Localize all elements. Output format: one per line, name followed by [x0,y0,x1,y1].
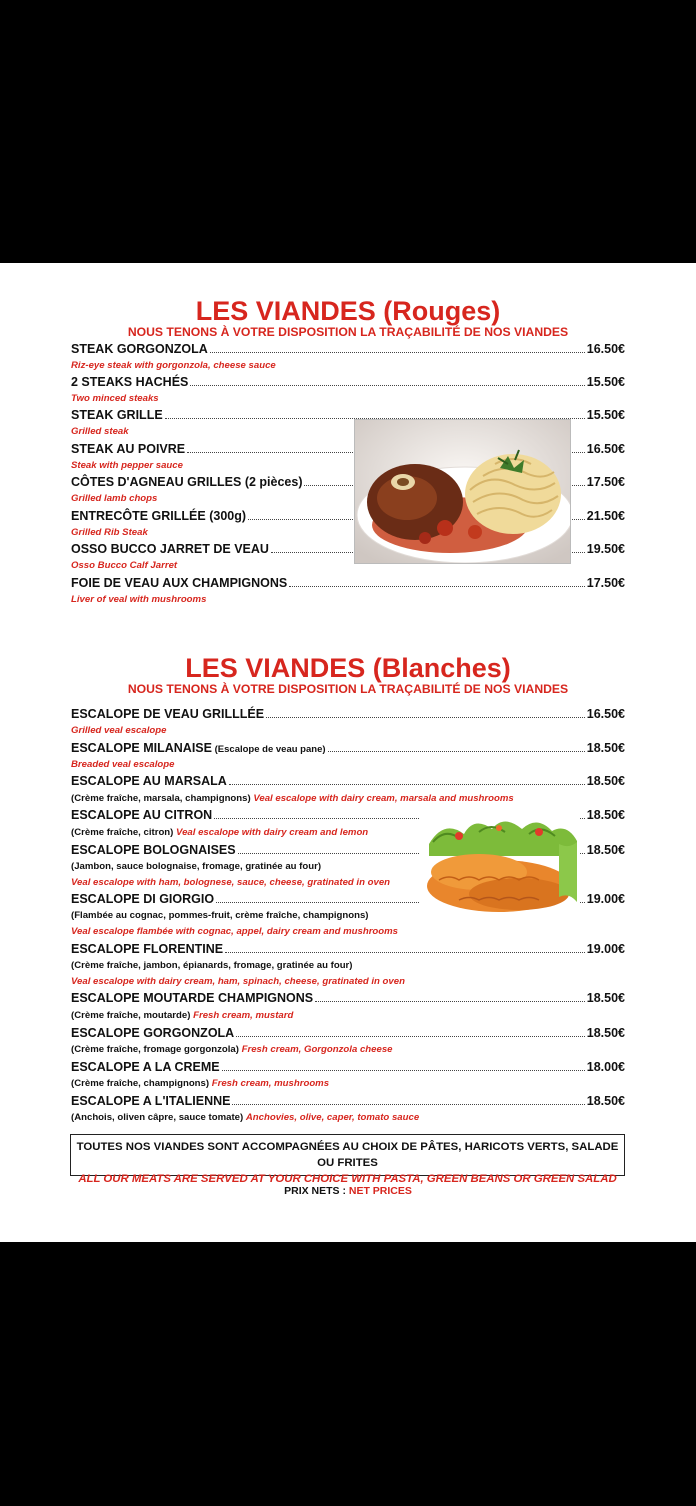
item-price: 19.50€ [586,542,625,556]
item-description: Osso Bucco Calf Jarret [71,560,178,571]
item-name: ESCALOPE MOUTARDE CHAMPIGNONS [71,991,314,1005]
item-description: (Flambée au cognac, pommes-fruit, crème fraîche, champignons) [71,910,369,921]
item-price: 19.00€ [586,892,625,906]
item-name: STEAK GORGONZOLA [71,342,208,356]
item-description: Grilled steak [71,426,129,437]
item-description: (Crème fraîche, moutarde) Fresh cream, mustard [71,1010,294,1021]
item-name: ENTRECÔTE GRILLÉE (300g) [71,509,247,523]
item-price: 18.00€ [586,1060,625,1074]
item-price: 17.50€ [586,576,625,590]
menu-item [71,1094,625,1109]
item-name: ESCALOPE FLORENTINE [71,942,224,956]
side-dishes-notice [70,1134,625,1185]
menu-item [71,342,625,357]
item-description: (Crème fraîche, champignons) Fresh cream, mushrooms [71,1078,330,1089]
menu-item [71,774,625,789]
item-price: 16.50€ [586,442,625,456]
item-price: 16.50€ [586,707,625,721]
menu-item [71,1060,625,1075]
item-name: 2 STEAKS HACHÉS [71,375,189,389]
menu-page [0,263,696,1242]
item-price: 18.50€ [586,991,625,1005]
item-description: (Crème fraîche, marsala, champignons) Veal escalope with dairy cream, marsala and mushrooms [71,793,514,804]
item-name: OSSO BUCCO JARRET DE VEAU [71,542,269,556]
menu-item [71,1026,625,1041]
escalope-photo [419,814,580,919]
notice-fr: TOUTES NOS VIANDES SONT ACCOMPAGNÉES AU CHOIX DE PÂTES, HARICOTS VERTS, SALADE OU FRITES [76,1141,619,1169]
item-name: ESCALOPE MILANAISE (Escalope de veau pane) [71,741,326,755]
item-name: ESCALOPE BOLOGNAISES [71,843,236,857]
notice-en: ALL OUR MEATS ARE SERVED AT YOUR CHOICE WITH PASTA, GREEN BEANS OR GREEN SALAD [78,1173,617,1185]
section-title-blanches: LES VIANDES (Blanches) [185,653,511,683]
item-description: Grilled veal escalope [71,725,167,736]
item-price: 15.50€ [586,408,625,422]
item-name: ESCALOPE DI GIORGIO [71,892,215,906]
item-description: Grilled Rib Steak [71,527,148,538]
net-prices-fr: PRIX NETS : [284,1185,349,1197]
item-price: 18.50€ [586,1094,625,1108]
section-subtitle-rouges: NOUS TENONS À VOTRE DISPOSITION LA TRAÇABILITÉ DE NOS VIANDES [127,325,569,339]
item-description: Liver of veal with mushrooms [71,594,207,605]
item-description: (Crème fraîche, jambon, épianards, fromage, gratinée au four) [71,960,353,971]
osso-bucco-photo [354,419,571,564]
item-description: (Crème fraîche, fromage gorgonzola) Fresh cream, Gorgonzola cheese [71,1044,393,1055]
item-description: Grilled lamb chops [71,493,158,504]
item-description: Steak with pepper sauce [71,460,183,471]
item-price: 18.50€ [586,741,625,755]
item-description: Breaded veal escalope [71,759,175,770]
item-description-en: Veal escalope flambée with cognac, appel, dairy cream and mushrooms [71,926,399,937]
item-name: STEAK AU POIVRE [71,442,186,456]
item-price: 16.50€ [586,342,625,356]
item-name: ESCALOPE A LA CREME [71,1060,220,1074]
item-price: 21.50€ [586,509,625,523]
item-description-en: Veal escalope with dairy cream, ham, spinach, cheese, gratinated in oven [71,976,405,987]
item-description-en: Veal escalope with ham, bolognese, sauce, cheese, gratinated in oven [71,877,391,888]
item-price: 18.50€ [586,774,625,788]
net-prices-en: NET PRICES [348,1185,412,1197]
item-description: (Anchois, oliven câpre, sauce tomate) Anchovies, olive, caper, tomato sauce [71,1112,420,1123]
item-description: Two minced steaks [71,393,159,404]
item-price: 18.50€ [586,808,625,822]
menu-item [71,942,625,957]
item-price: 17.50€ [586,475,625,489]
item-description: (Jambon, sauce bolognaise, fromage, gratinée au four) [71,861,322,872]
item-price: 18.50€ [586,1026,625,1040]
menu-item [71,741,625,757]
menu-item [71,576,625,591]
menu-item [71,375,625,390]
item-price: 19.00€ [586,942,625,956]
item-name: STEAK GRILLE [71,408,163,422]
section-subtitle-blanches: NOUS TENONS À VOTRE DISPOSITION LA TRAÇABILITÉ DE NOS VIANDES [127,682,569,696]
item-price: 15.50€ [586,375,625,389]
item-name: FOIE DE VEAU AUX CHAMPIGNONS [71,576,288,590]
item-name: ESCALOPE AU MARSALA [71,774,227,788]
item-description: (Crème fraîche, citron) Veal escalope with dairy cream and lemon [71,827,369,838]
menu-item [71,707,625,722]
item-name: ESCALOPE DE VEAU GRILLLÉE [71,707,265,721]
net-prices [0,1185,696,1197]
item-price: 18.50€ [586,843,625,857]
section-title-rouges: LES VIANDES (Rouges) [195,296,501,326]
item-description: Riz-eye steak with gorgonzola, cheese sauce [71,360,276,371]
item-name: ESCALOPE GORGONZOLA [71,1026,235,1040]
item-name: ESCALOPE A L'ITALIENNE [71,1094,231,1108]
item-name: ESCALOPE AU CITRON [71,808,213,822]
menu-item [71,991,625,1006]
item-name: CÔTES D'AGNEAU GRILLES (2 pièces) [71,475,303,489]
